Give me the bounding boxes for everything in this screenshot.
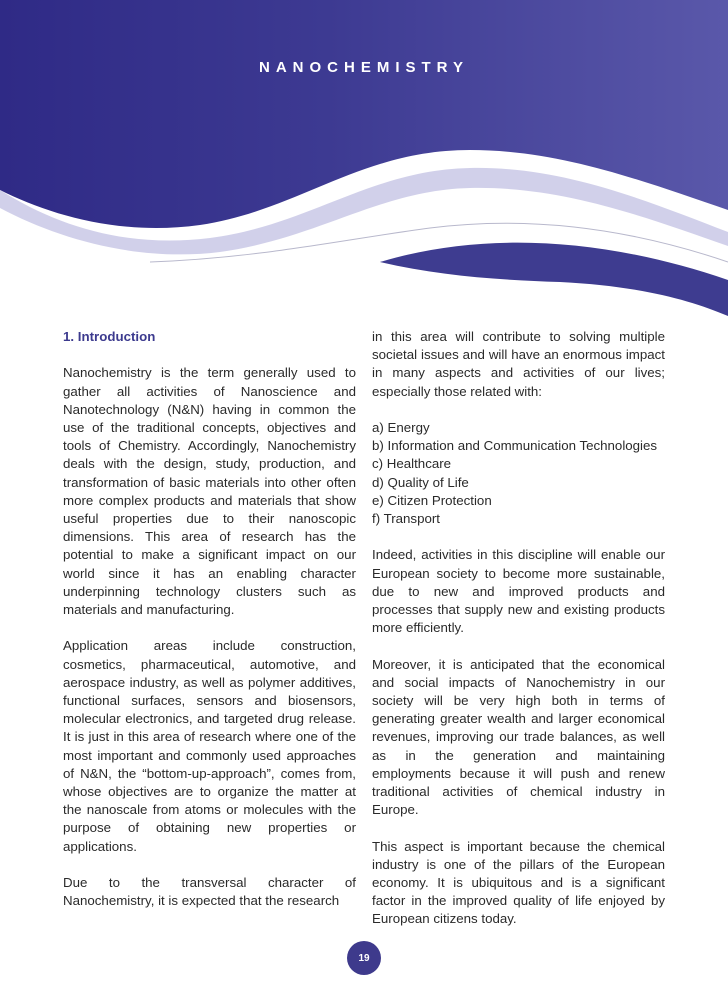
paragraph: Application areas include construction, cosmetics, pharmaceutical, automotive, and aerospace industry, as well as polymer additives, functional surfaces, sensors and biosensors, molecular electronics, and targeted drug release. It is just in this area of research where one of the most important and commonly used approaches of N&N, the “bottom-up-approach”, comes from, whose objectives are to organize the matter at the nanoscale from atoms or molecules with the purpose of obtaining new properties or applications. [63,638,356,854]
left-column [63,328,356,910]
section-title: NANOCHEMISTRY [259,59,469,76]
paragraph: Due to the transversal character of Nanochemistry, it is expected that the research [63,875,356,909]
list-item: e) Citizen Protection [372,492,492,508]
application-list [372,419,665,528]
list-item: f) Transport [372,511,440,527]
list-item: a) Energy [372,420,430,435]
section-heading: 1. Introduction [63,329,156,344]
paragraph: Moreover, it is anticipated that the economical and social impacts of Nanochemistry in our society will be very high both in terms of generating greater wealth and larger economical revenues, improving our trade balances, as well as in the generation and maintaining employments because it will push and renew traditional activities of chemical industry in Europe. [372,656,665,818]
right-column [372,328,665,929]
paragraph: Nanochemistry is the term generally used to gather all activities of Nanoscience and Nanotechnology (N&N) having in common the use of the traditional concepts, objectives and tools of Chemistry. Accordingly, Nanochemistry deals with the design, study, production, and transformation of basic materials into other often more complex products and materials that show useful properties due to their nanoscopic dimensions. This area of research has the potential to make a significant impact on our world since it has an enabling character underpinning technology clusters such as materials and manufacturing. [63,365,356,618]
paragraph: This aspect is important because the chemical industry is one of the pillars of the European economy. It is ubiquitous and is a significant factor in the improved quality of life enjoyed by European citizens today. [372,838,665,927]
header-wave-banner [0,0,728,320]
list-item: c) Healthcare [372,456,452,472]
page-number: 19 [347,941,381,975]
list-item: b) Information and Communication Technologies [372,438,658,454]
paragraph: Indeed, activities in this discipline will enable our European society to become more sustainable, due to new and improved products and processes that supply new and existing products more efficiently. [372,547,665,636]
list-item: d) Quality of Life [372,474,469,490]
paragraph: in this area will contribute to solving multiple societal issues and will have an enormous impact in many aspects and activities of our lives; especially those related with: [372,329,665,399]
